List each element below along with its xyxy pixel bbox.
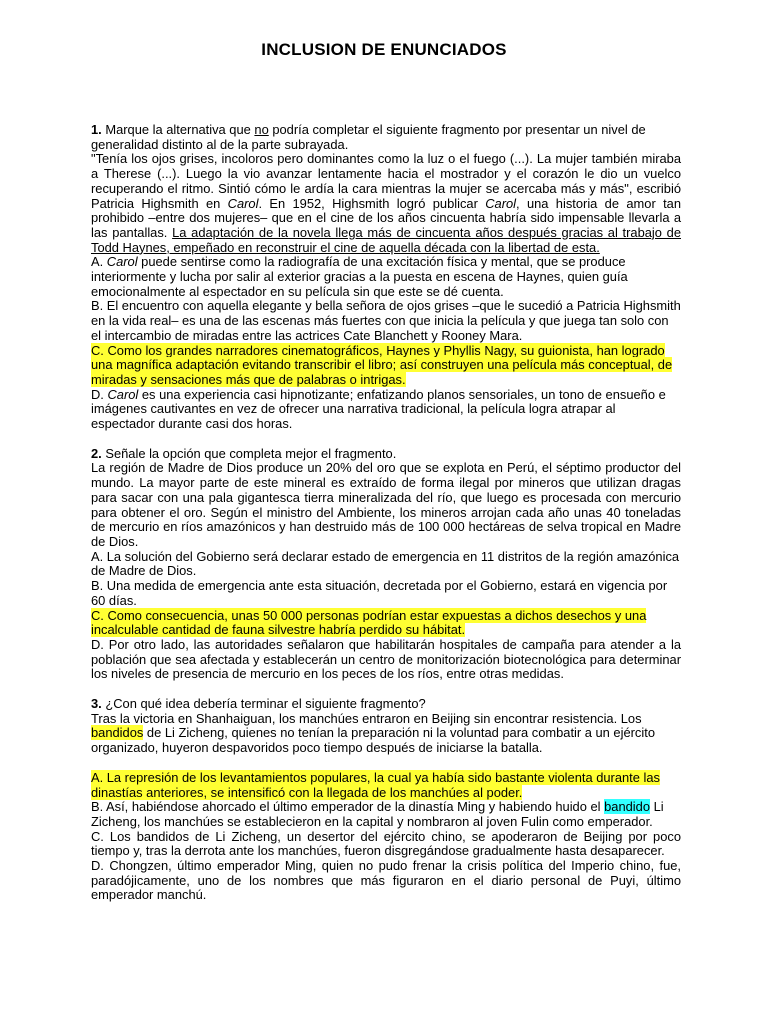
document-body [91,123,681,903]
question-number: 3. [91,696,102,712]
question-2-option-a: A. La solución del Gobierno será declarar estado de emergencia en 11 distritos de la región amazónica de Madre de Dios. [91,548,680,579]
highlighted-answer: C. Como los grandes narradores cinematográficos, Haynes y Phyllis Nagy, su guionista, han logrado una magnífica adaptación evitando transcribir el libro; así construyen una película más conceptual, de miradas y sensaciones más que de palabras o intrigas. [91,342,673,387]
highlighted-word: bandido [604,799,650,815]
highlighted-answer: A. La represión de los levantamientos populares, la cual ya había sido bastante violenta durante las dinastías anteriores, se intensificó con la llegada de los manchúes al poder. [91,769,660,800]
question-1-option-b: B. El encuentro con aquella elegante y bella señora de ojos grises –que le sucedió a Patricia Highsmith en la vida real– es una de las escenas más fuertes con que inicia la película y que juega tan solo con el intercambio de miradas entre las actrices Cate Blanchett y Rooney Mara. [91,298,681,343]
question-3-prompt: 3. ¿Con qué idea debería terminar el siguiente fragmento? [91,696,426,712]
question-2-fragment: La región de Madre de Dios produce un 20% del oro que se explota en Perú, el séptimo productor del mundo. La mayor parte de este mineral es extraído de forma ilegal por mineros que utilizan dragas para sacar con una pala gigantesca tierra mineralizada del río, que luego es procesada con mercurio para obtener el oro. Según el ministro del Ambiente, los mineros arrojan cada año unas 40 toneladas de mercurio en ríos amazónicos y han destruido más de 100 000 hectáreas de selva tropical en Madre de Dios. [91,460,681,549]
question-2-option-b: B. Una medida de emergencia ante esta situación, decretada por el Gobierno, estará en vigencia por 60 días. [91,578,668,608]
question-number: 2. [91,445,102,461]
question-1-option-c [91,344,681,388]
question-3-option-a [91,771,681,800]
question-3-fragment: Tras la victoria en Shanhaiguan, los manchúes entraron en Beijing sin encontrar resistencia. Los bandidos de Li Zicheng, quienes no tenían la preparación ni la voluntad para combatir a un ejército organizado, huyeron despavoridos poco tiempo después de iniciarse la batalla. [91,710,655,756]
question-3-option-d: D. Chongzen, último emperador Ming, quien no pudo frenar la crisis política del Imperio chino, fue, paradójicamente, uno de los nombres que más figuraron en el diario personal de Puyi, último emperador manchú. [91,858,681,903]
highlighted-answer: C. Como consecuencia, unas 50 000 personas podrían estar expuestas a dichos desechos y una incalculable cantidad de fauna silvestre habría perdido su hábitat. [91,607,647,638]
question-1-option-d: D. Carol es una experiencia casi hipnotizante; enfatizando planos sensoriales, un tono de ensueño e imágenes cautivantes en vez de ofrecer una narrativa tradicional, la película logra atrapar al espectador durante casi dos horas. [91,386,666,432]
question-2-option-c [91,609,681,638]
question-1-prompt: 1. Marque la alternativa que no podría completar el siguiente fragmento por presentar un nivel de generalidad distinto al de la parte subrayada. [91,122,646,152]
question-3-option-b: B. Así, habiéndose ahorcado el último emperador de la dinastía Ming y habiendo huido el bandido Li Zicheng, los manchúes se establecieron en la capital y nombraron al joven Fulin como emperador. [91,799,664,829]
highlighted-word: bandidos [91,725,144,741]
document-title: INCLUSION DE ENUNCIADOS [261,40,507,59]
question-2-option-d: D. Por otro lado, las autoridades señalaron que habilitarán hospitales de campaña para atender a la población que sea afectada y establecerán un centro de monitorización biotecnológica para determinar los niveles de presencia de mercurio en los peces de los ríos, entre otras medidas. [91,636,681,682]
question-1-option-a: A. Carol puede sentirse como la radiografía de una excitación física y mental, que se produce interiormente y lucha por salir al exterior gracias a la puesta en escena de Haynes, quien guía emocionalmente al espectador en su película sin que este se dé cuenta. [91,254,628,299]
question-2-prompt: 2. Señale la opción que completa mejor el fragmento. [91,445,397,461]
question-1-fragment: "Tenía los ojos grises, incoloros pero dominantes como la luz o el fuego (...). La mujer también miraba a Therese (...). Luego la vio avanzar lentamente hacia el mostrador y el corazón le dio un vuelco recuperando el ritmo. Sintió cómo le ardía la cara mientras la mujer se acercaba más y más", escribió Patricia Highsmith en Carol. En 1952, Highsmith logró publicar Carol, una historia de amor tan prohibido –entre dos mujeres– que en el cine de los años cincuenta habría sido impensable llevarla a las pantallas. La adaptación de la novela llega más de cincuenta años después gracias al trabajo de Todd Haynes, empeñado en reconstruir el cine de aquella década con la libertad de esta. [91,151,681,255]
underlined-sentence: La adaptación de la novela llega más de cincuenta años después gracias al trabajo de Todd Haynes, empeñado en reconstruir el cine de aquella década con la libertad de esta. [91,224,681,255]
question-number: 1. [91,122,102,137]
question-3-option-c: C. Los bandidos de Li Zicheng, un desertor del ejército chino, se apoderaron de Beijing por poco tiempo y, tras la derrota ante los manchúes, fueron disgregándose gradualmente hasta desaparecer. [91,828,681,859]
